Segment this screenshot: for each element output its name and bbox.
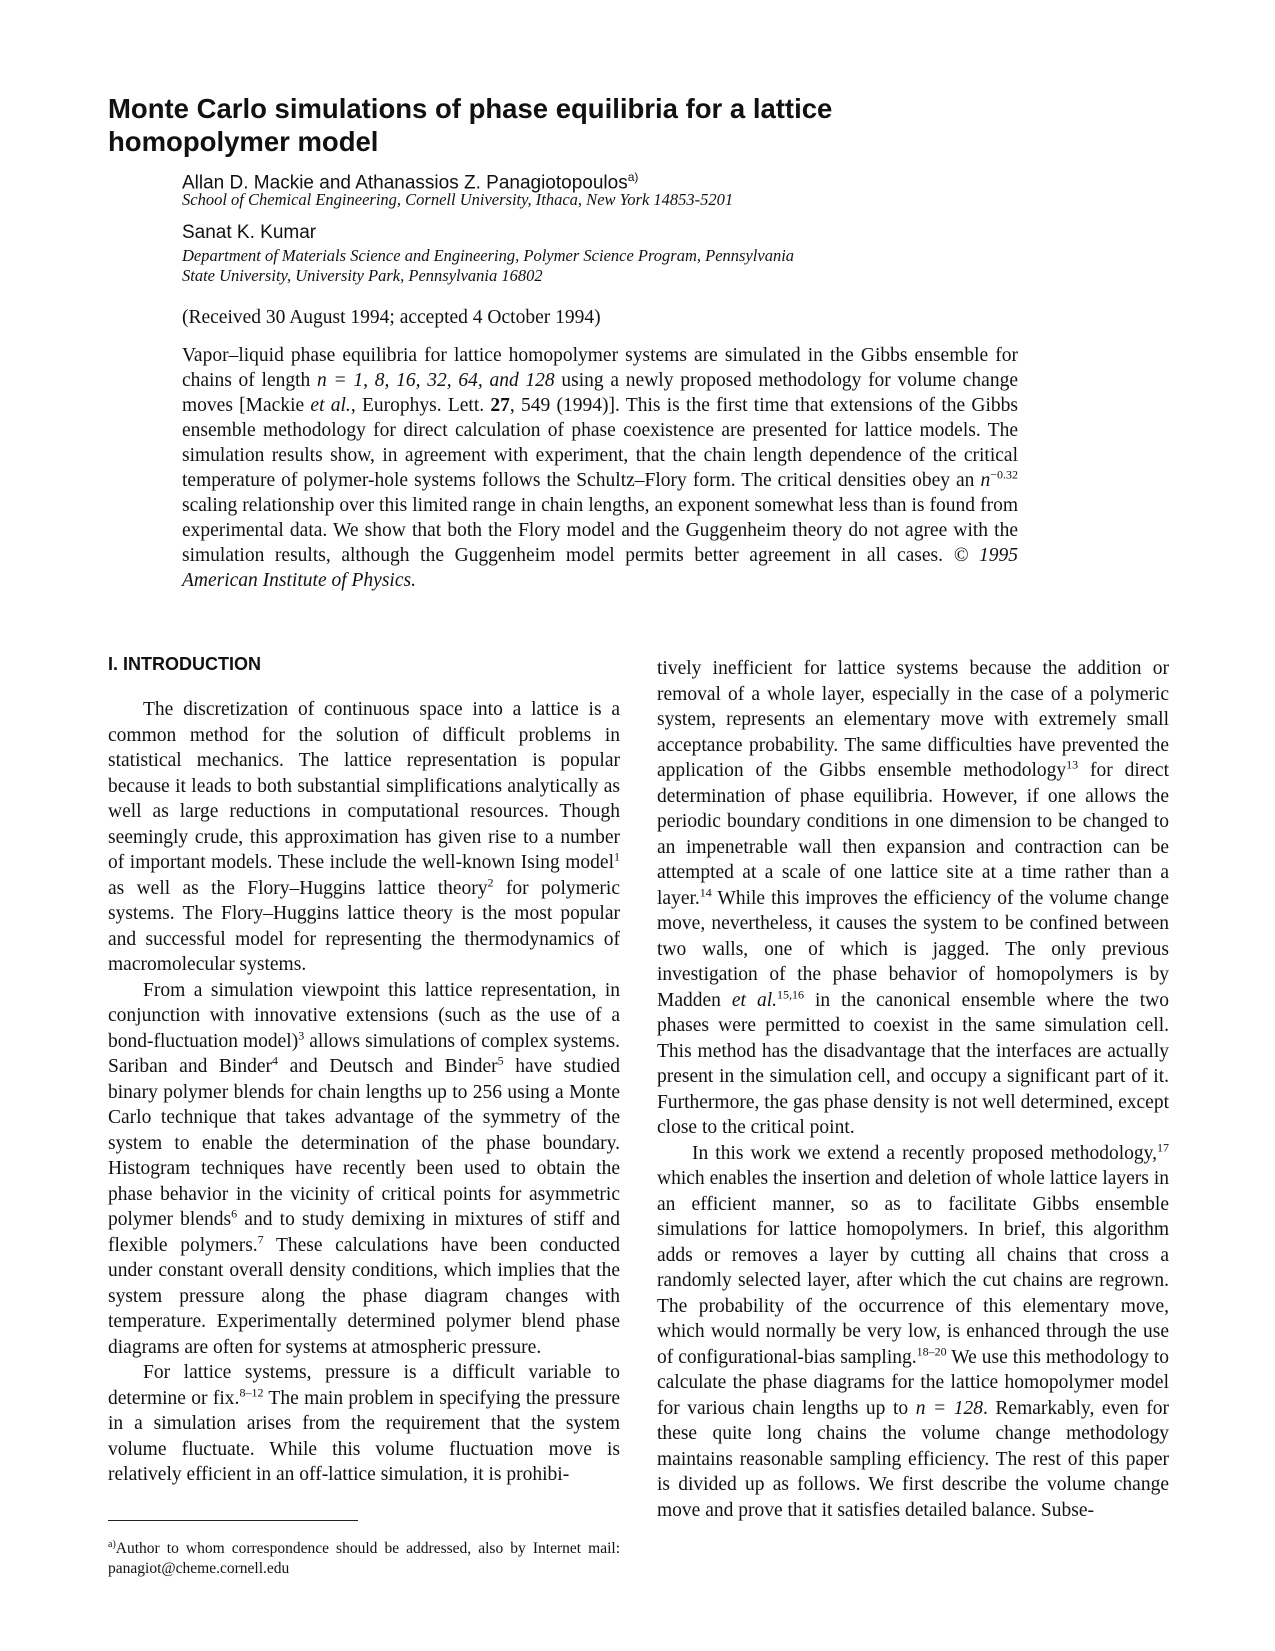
left-column [108,653,620,1488]
affiliation-1: School of Chemical Engineering, Cornell University, Ithaca, New York 14853-5201 [182,190,734,209]
right-column [657,656,1169,1523]
author-footnote-mark: a) [627,170,639,184]
author-names-2: Sanat K. Kumar [182,222,317,243]
intro-paragraph-1: The discretization of continuous space into a lattice is a common method for the solution of difficult problems in statistical mechanics. The lattice representation is popular because it leads to both substantial simplifications analytically as well as large reductions in computational resources. Though seemingly crude, this approximation has given rise to a number of important models. These include the well-known Ising model$^1$ as well as the Flory–Huggins lattice theory$^2$ for polymeric systems. The Flory–Huggins lattice theory is the most popular and successful model for representing the thermodynamics of macromolecular systems. [108,699,621,975]
intro-paragraph-3-continued: tively inefficient for lattice systems because the addition or removal of a whole layer, especially in the case of a polymeric system, represents an elementary move with extremely small acceptance probability. The same difficulties have prevented the application of the Gibbs ensemble methodology$^{13}$ for direct determination of phase equilibria. However, if one allows the periodic boundary conditions in one dimension to be changed to an impenetrable wall then expansion and contraction can be attempted at a scale of one lattice site at a time rather than a layer.$^{14}$ While this improves the efficiency of the volume change move, nevertheless, it causes the system to be confined between two walls, one of which is jagged. The only previous investigation of the phase behavior of homopolymers is by Madden et al.$^{15,16}$ in the canonical ensemble where the two phases were permitted to coexist in the same simulation cell. This method has the disadvantage that the interfaces are actually present in the simulation cell, and occupy a significant part of it. Furthermore, the gas phase density is not well determined, except close to the critical point. [657,658,1169,1138]
author-names-1: Allan D. Mackie and Athanassios Z. Panagiotopoulos [182,172,628,194]
affiliation-2: Department of Materials Science and Engineering, Polymer Science Program, Pennsylvania State University, University Park, Pennsylvania 16802 [182,246,795,285]
intro-paragraph-4: In this work we extend a recently proposed methodology,$^{17}$ which enables the insertion and deletion of whole lattice layers in an efficient manner, so as to facilitate Gibbs ensemble simulations for lattice homopolymers. In brief, this algorithm adds or removes a layer by cutting all chains that cross a randomly selected layer, after which the cut chains are regrown. The probability of the occurrence of this elementary move, which would normally be very low, is enhanced through the use of configurational-bias sampling.$^{18-20}$ We use this methodology to calculate the phase diagrams for the lattice homopolymer model for various chain lengths up to n = 128. Remarkably, even for these quite long chains the volume change methodology maintains reasonable sampling efficiency. The rest of this paper is divided up as follows. We first describe the volume change move and prove that it satisfies detailed balance. Subse- [657,1140,1169,1521]
paper-title: Monte Carlo simulations of phase equilibria for a lattice homopolymer model [108,93,833,157]
section-heading: I. INTRODUCTION [108,654,261,674]
footnote-divider [108,1520,358,1521]
footnote [108,1535,620,1579]
author-line-2 [182,222,1032,244]
footnote-mark: a) [108,1539,116,1550]
received-dates: (Received 30 August 1994; accepted 4 October 1994) [182,307,601,328]
abstract: Vapor–liquid phase equilibria for lattice homopolymer systems are simulated in the Gibbs ensemble for chains of length n = 1, 8, 16, 32, 64, and 128 using a newly proposed methodology for volume change moves [Mackie et al., Europhys. Lett. 27, 549 (1994)]. This is the first time that extensions of the Gibbs ensemble methodology for direct calculation of phase coexistence are presented for lattice models. The simulation results show, in agreement with experiment, that the chain length dependence of the critical temperature of polymer-hole systems follows the Schultz–Flory form. The critical densities obey an $n^{-0.32}$ scaling relationship over this limited range in chain lengths, an exponent somewhat less than is found from experimental data. We show that both the Flory model and the Guggenheim theory do not agree with the simulation results, although the Guggenheim model permits better agreement in all cases. © 1995 American Institute of Physics. [182,345,1018,591]
footnote-text: Author to whom correspondence should be addressed, also by Internet mail: panagiot@cheme.cornell.edu [108,1540,620,1578]
intro-paragraph-2: From a simulation viewpoint this lattice representation, in conjunction with innovative extensions (such as the use of a bond-fluctuation model)$^3$ allows simulations of complex systems. Sariban and Binder$^4$ and Deutsch and Binder$^5$ have studied binary polymer blends for chain lengths up to 256 using a Monte Carlo technique that takes advantage of the symmetry of the system to enable the determination of the phase boundary. Histogram techniques have recently been used to obtain the phase behavior in the vicinity of critical points for asymmetric polymer blends$^6$ and to study demixing in mixtures of stiff and flexible polymers.$^7$ These calculations have been conducted under constant overall density conditions, which implies that the system pressure along the phase diagram changes with temperature. Experimentally determined polymer blend phase diagrams are often for systems at atmospheric pressure. [108,979,621,1358]
copyright-notice: © 1995 American Institute of Physics. [182,545,1018,591]
intro-paragraph-3: For lattice systems, pressure is a difficult variable to determine or fix.$^{8-12}$ The main problem in specifying the pressure in a simulation arises from the requirement that the system volume fluctuate. While this volume fluctuation move is relatively efficient in an off-lattice simulation, it is prohibi- [108,1362,620,1485]
